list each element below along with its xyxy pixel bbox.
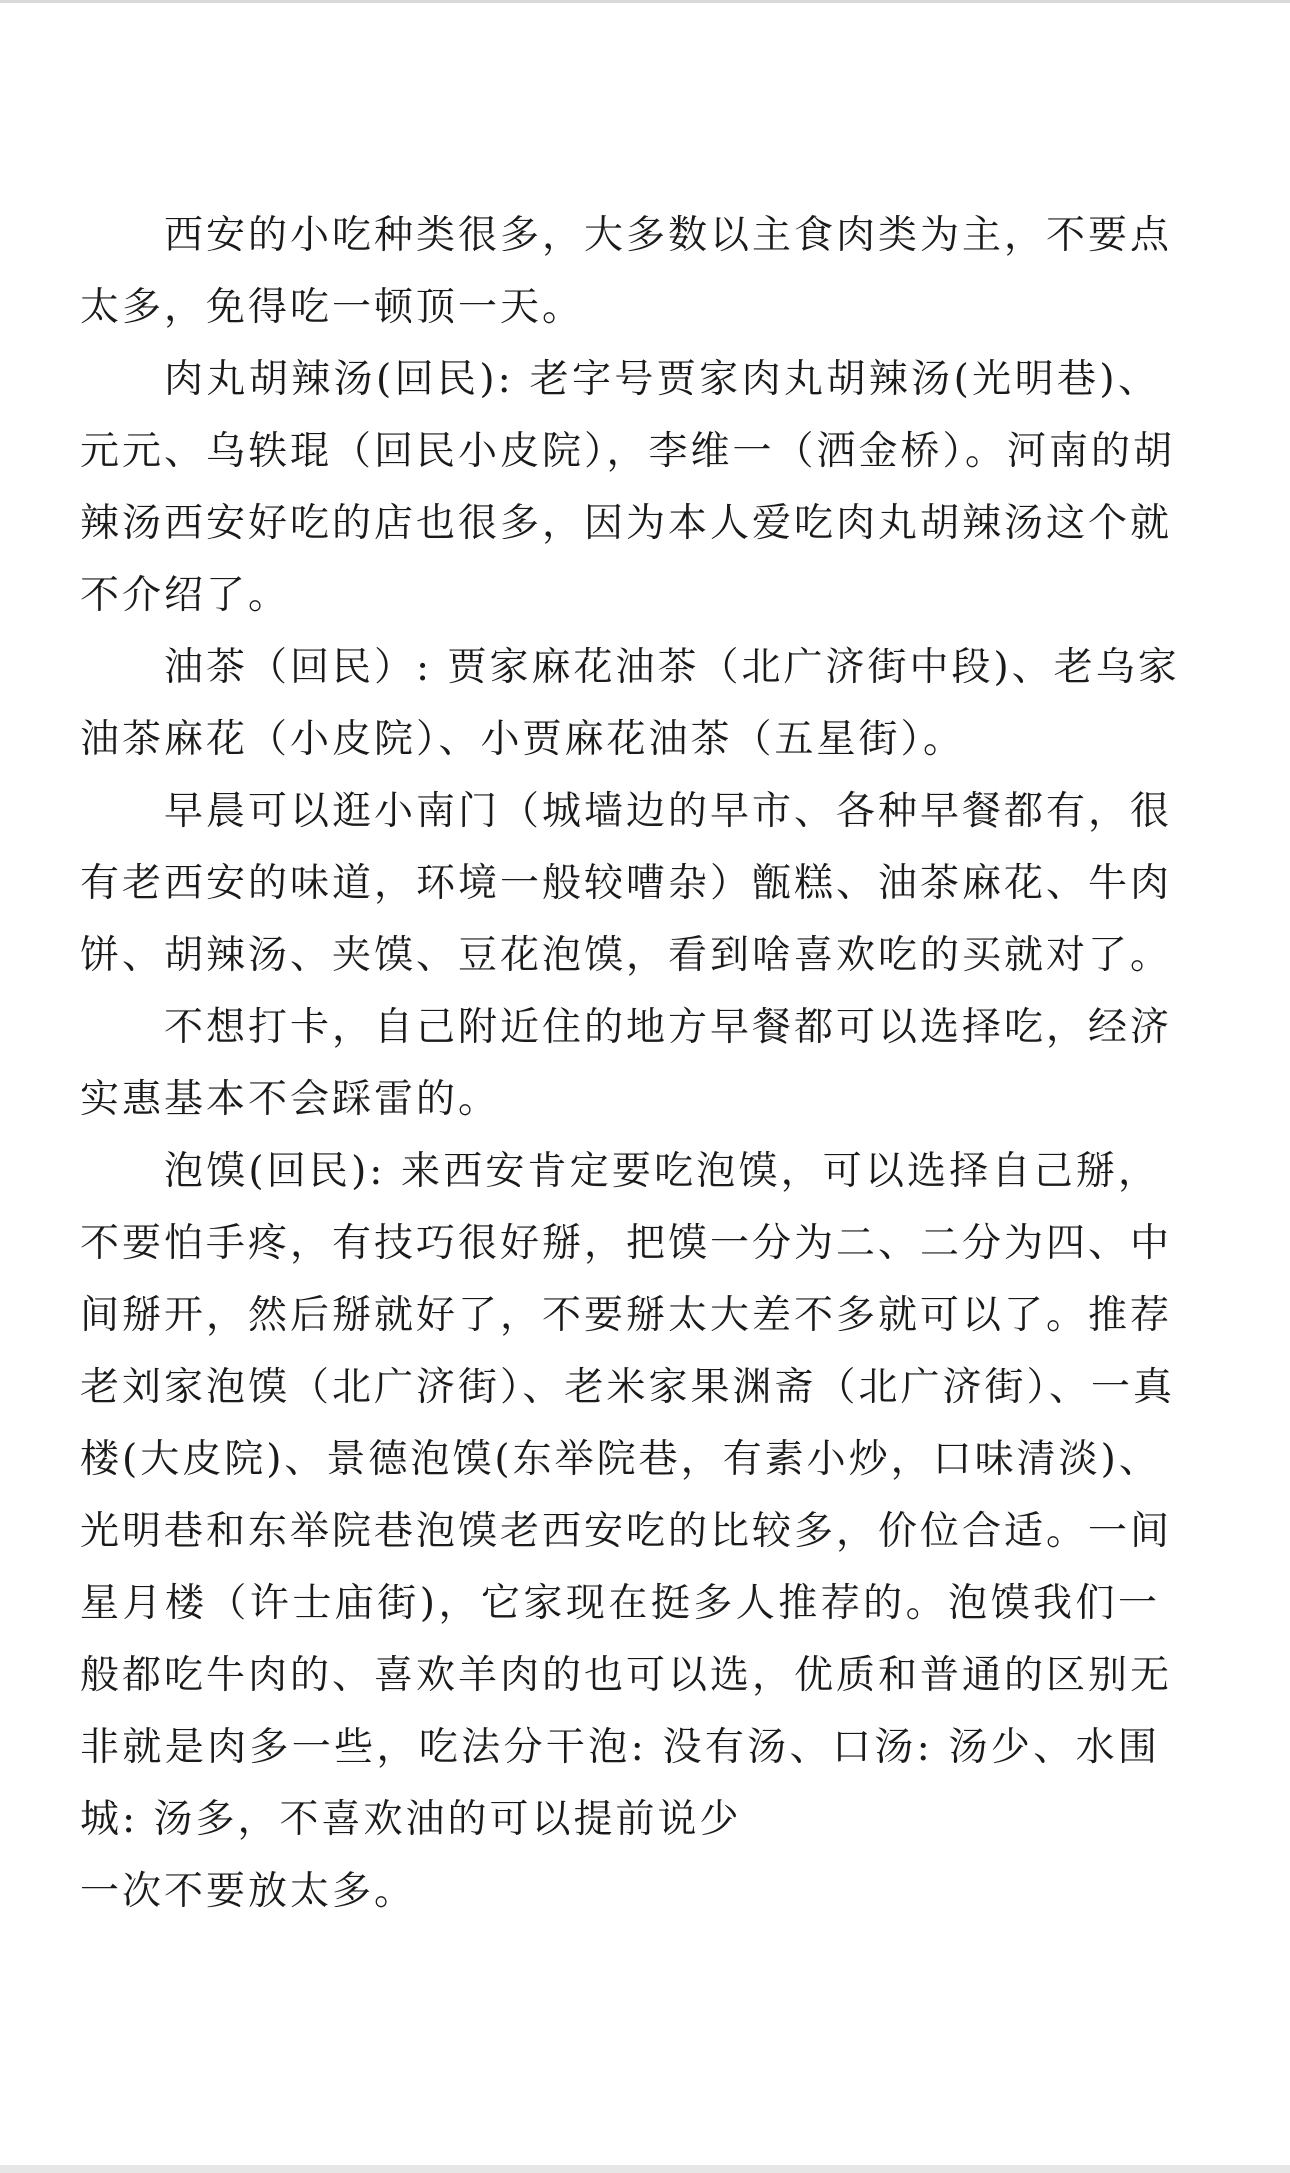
text-line: 般都吃牛肉的、喜欢羊肉的也可以选，优质和普通的区别无 bbox=[80, 1653, 1173, 1698]
text-line: 元元、乌轶琨（回民小皮院），李维一（洒金桥）。河南的胡 bbox=[80, 429, 1176, 474]
text-line: 光明巷和东举院巷泡馍老西安吃的比较多，价位合适。一间 bbox=[80, 1509, 1173, 1554]
text-line: 辣汤西安好吃的店也很多，因为本人爱吃肉丸胡辣汤这个就 bbox=[80, 501, 1173, 546]
text-line: 城: 汤多，不喜欢油的可以提前说少 bbox=[80, 1797, 742, 1842]
text-line: 西安的小吃种类很多，大多数以主食肉类为主，不要点 bbox=[164, 213, 1173, 258]
text-line: 油茶麻花（小皮院）、小贾麻花油茶（五星街）。 bbox=[80, 717, 966, 762]
text-line: 老刘家泡馍（北广济街）、老米家果渊斋（北广济街）、一真 bbox=[80, 1365, 1176, 1410]
text-line: 泡馍(回民): 来西安肯定要吃泡馍，可以选择自己掰， bbox=[164, 1149, 1160, 1194]
text-line: 肉丸胡辣汤(回民): 老字号贾家肉丸胡辣汤(光明巷)、 bbox=[164, 357, 1160, 402]
text-line: 楼(大皮院)、景德泡馍(东举院巷，有素小炒，口味清淡)、 bbox=[80, 1437, 1161, 1482]
text-line: 不想打卡，自己附近住的地方早餐都可以选择吃，经济 bbox=[164, 1005, 1173, 1050]
text-line: 间掰开，然后掰就好了，不要掰太大差不多就可以了。推荐 bbox=[80, 1293, 1173, 1338]
text-line: 太多，免得吃一顿顶一天。 bbox=[80, 285, 585, 330]
text-line: 不介绍了。 bbox=[80, 573, 291, 618]
text-line: 不要怕手疼，有技巧很好掰，把馍一分为二、二分为四、中 bbox=[80, 1221, 1173, 1266]
text-line: 油茶（回民）: 贾家麻花油茶（北广济街中段)、老乌家 bbox=[164, 645, 1180, 690]
top-divider bbox=[0, 0, 1290, 3]
text-line: 饼、胡辣汤、夹馍、豆花泡馍，看到啥喜欢吃的买就对了。 bbox=[80, 933, 1173, 978]
bottom-divider bbox=[0, 2165, 1290, 2173]
text-line: 实惠基本不会踩雷的。 bbox=[80, 1077, 501, 1122]
text-line: 星月楼（许士庙街)，它家现在挺多人推荐的。泡馍我们一 bbox=[80, 1581, 1160, 1626]
text-line: 有老西安的味道，环境一般较嘈杂）甑糕、油茶麻花、牛肉 bbox=[80, 861, 1173, 906]
text-line: 非就是肉多一些，吃法分干泡: 没有汤、口汤: 汤少、水围 bbox=[80, 1725, 1160, 1770]
document-body bbox=[80, 200, 1180, 1928]
text-line: 一次不要放太多。 bbox=[80, 1869, 417, 1914]
text-line: 早晨可以逛小南门（城墙边的早市、各种早餐都有，很 bbox=[164, 789, 1173, 834]
